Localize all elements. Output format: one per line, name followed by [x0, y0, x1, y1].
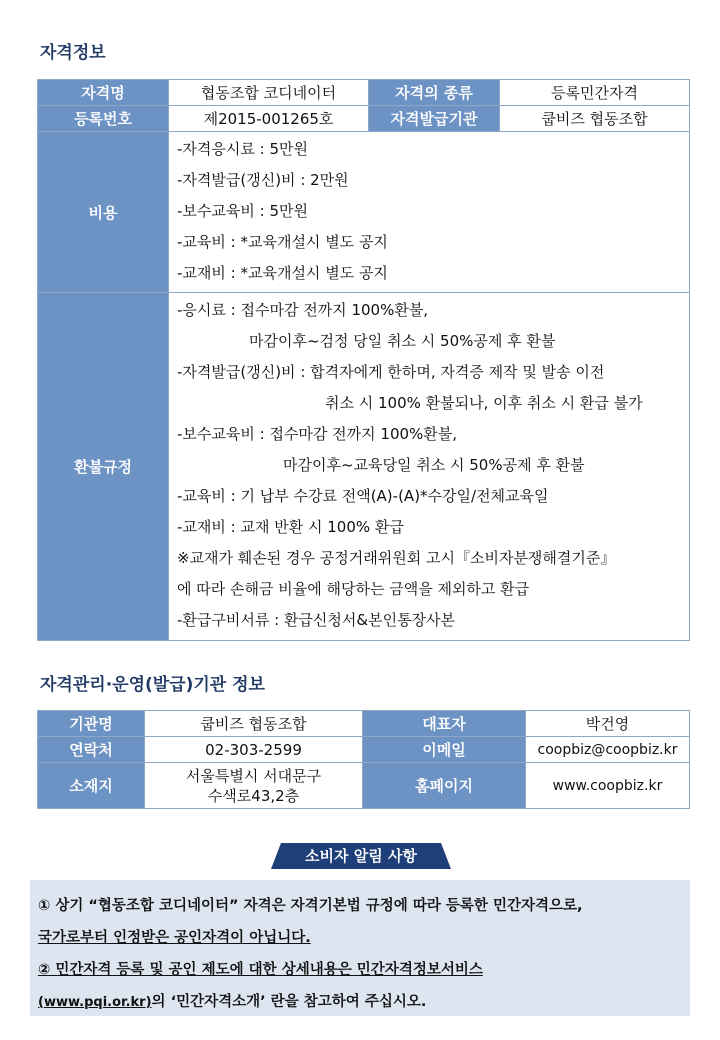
cost-line: -교육비 : *교육개설시 별도 공지	[177, 233, 388, 251]
address-line-1: 서울특별시 서대문구	[185, 766, 322, 785]
address-label: 소재지	[38, 763, 145, 809]
organization-table	[37, 710, 690, 809]
qual-name-label: 자격명	[38, 80, 169, 106]
reg-number-value: 제2015-001265호	[169, 106, 369, 132]
pqi-link[interactable]: (www.pqi.or.kr)	[38, 995, 152, 1010]
cost-line: -자격응시료 : 5만원	[177, 140, 308, 158]
org-name-label: 기관명	[38, 711, 145, 737]
refund-line: -응시료 : 접수마감 전까지 100%환불,	[177, 301, 429, 319]
notice-tab	[271, 843, 451, 869]
notice-line-1: ① 상기 “협동조합 코디네이터” 자격은 자격기본법 규정에 따라 등록한 민간자격으로,	[38, 898, 583, 914]
refund-line: ※교재가 훼손된 경우 공정거래위원회 고시『소비자분쟁해결기준』	[177, 549, 616, 567]
email-value: coopbiz@coopbiz.kr	[526, 737, 690, 763]
homepage-label: 홈페이지	[363, 763, 526, 809]
qual-type-value: 등록민간자격	[500, 80, 690, 106]
refund-line: -자격발급(갱신)비 : 합격자에게 한하며, 자격증 제작 및 발송 이전	[177, 363, 605, 381]
qual-name-value: 협동조합 코디네이터	[169, 80, 369, 106]
address-value	[145, 763, 363, 809]
cost-line: -자격발급(갱신)비 : 2만원	[177, 171, 349, 189]
org-name-value: 쿱비즈 협동조합	[145, 711, 363, 737]
refund-line: 에 따라 손해금 비율에 해당하는 금액을 제외하고 환급	[177, 580, 530, 598]
notice-box	[30, 880, 690, 1016]
address-line-2: 수색로43,2층	[207, 786, 300, 805]
cost-label: 비용	[38, 132, 169, 293]
section-title-qualification: 자격정보	[40, 43, 106, 63]
refund-line: 마감이후~검정 당일 취소 시 50%공제 후 환불	[249, 332, 556, 350]
cost-line: -교재비 : *교육개설시 별도 공지	[177, 264, 388, 282]
refund-line: -교육비 : 기 납부 수강료 전액(A)-(A)*수강일/전체교육일	[177, 487, 549, 505]
issuer-label: 자격발급기관	[369, 106, 500, 132]
qualification-table	[37, 79, 690, 641]
qual-type-label: 자격의 종류	[369, 80, 500, 106]
cost-line: -보수교육비 : 5만원	[177, 202, 308, 220]
notice-tab-right-corner	[441, 843, 451, 869]
issuer-value: 쿱비즈 협동조합	[500, 106, 690, 132]
contact-label: 연락처	[38, 737, 145, 763]
notice-line-4	[38, 986, 690, 1019]
representative-value: 박건영	[526, 711, 690, 737]
refund-line: -환급구비서류 : 환급신청서&본인통장사본	[177, 611, 456, 629]
refund-line: -보수교육비 : 접수마감 전까지 100%환불,	[177, 425, 458, 443]
notice-line-4-rest: 의 ‘민간자격소개’ 란을 참고하여 주십시오.	[151, 994, 427, 1010]
refund-details	[169, 293, 690, 641]
homepage-value: www.coopbiz.kr	[526, 763, 690, 809]
notice-title: 소비자 알림 사항	[281, 843, 441, 869]
section-title-organization: 자격관리·운영(발급)기관 정보	[40, 675, 265, 695]
refund-line: -교재비 : 교재 반환 시 100% 환급	[177, 518, 404, 536]
notice-tab-left-corner	[271, 843, 281, 869]
refund-label: 환불규정	[38, 293, 169, 641]
email-label: 이메일	[363, 737, 526, 763]
refund-line: 취소 시 100% 환불되나, 이후 취소 시 환급 불가	[325, 394, 643, 412]
reg-number-label: 등록번호	[38, 106, 169, 132]
refund-line: 마감이후~교육당일 취소 시 50%공제 후 환불	[283, 456, 585, 474]
contact-value: 02-303-2599	[145, 737, 363, 763]
cost-details	[169, 132, 690, 293]
representative-label: 대표자	[363, 711, 526, 737]
notice-line-2: 국가로부터 인정받은 공인자격이 아닙니다.	[38, 930, 311, 946]
notice-line-3: ② 민간자격 등록 및 공인 제도에 대한 상세내용은 민간자격정보서비스	[38, 962, 483, 978]
